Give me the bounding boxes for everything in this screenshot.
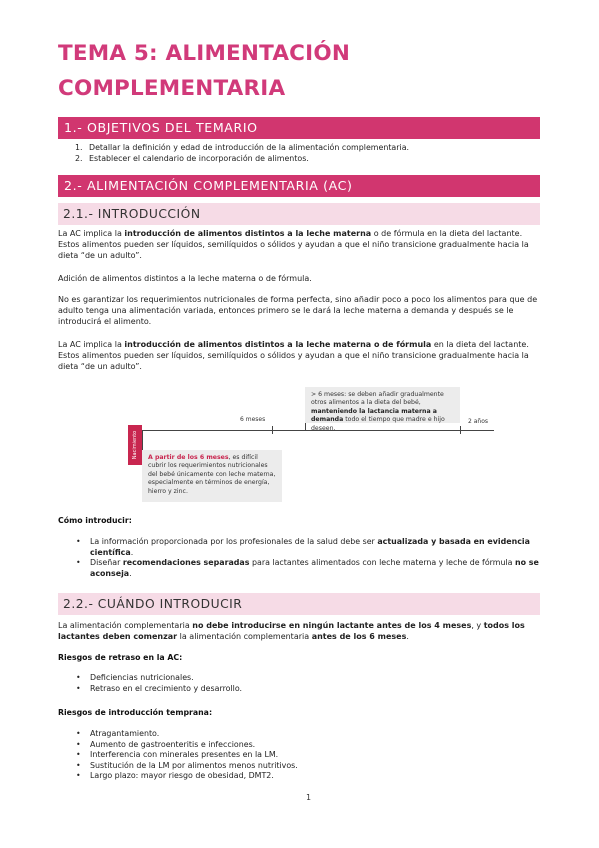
section-heading-objetivos: 1.- OBJETIVOS DEL TEMARIO: [58, 117, 540, 139]
subsection-heading-cuando: 2.2.- CUÁNDO INTRODUCIR: [58, 593, 540, 615]
list-item: • Atragantamiento.: [74, 729, 544, 740]
timeline-start-marker: Nacimiento: [128, 425, 142, 465]
objectives-list: [75, 143, 535, 164]
timeline-tick: [272, 426, 273, 434]
timeline-label-6-months: 6 meses: [240, 416, 266, 423]
early-risks-list: [74, 729, 544, 782]
list-item: • Diseñar recomendaciones separadas para lactantes alimentados con leche materna y leche de fórmula no se aconseja.: [74, 558, 544, 579]
timeline-note-after-6-months: > 6 meses: se deben añadir gradualmente otros alimentos a la dieta del bebé, manteniendo la lactancia materna a demanda todo el tiempo que madre e hijo deseen.: [305, 387, 460, 423]
list-item: 1. Detallar la definición y edad de introducción de la alimentación complementaria.: [75, 143, 410, 152]
title-line-2: COMPLEMENTARIA: [58, 76, 286, 101]
timeline-connector: [142, 430, 143, 452]
list-item: • Interferencia con minerales presentes en la LM.: [74, 750, 544, 761]
early-risks-label: Riesgos de introducción temprana:: [58, 708, 213, 717]
list-item: • Retraso en el crecimiento y desarrollo.: [74, 684, 544, 695]
timeline-label-2-years: 2 años: [468, 418, 489, 425]
paragraph: No es garantizar los requerimientos nutricionales de forma perfecta, sino añadir poco a poco los alimentos para que de adulto tenga una alimentación variada, entonces primero se le dará la leche materna a demanda y después se le introducirá el alimento.: [58, 295, 538, 326]
document-title: [58, 36, 538, 106]
timeline-note-from-6-months: A partir de los 6 meses, es difícil cubrir los requerimientos nutricionales del bebé únicamente con leche materna, especialmente en términos de energía, hierro y zinc.: [142, 450, 282, 502]
delay-risks-label: Riesgos de retraso en la AC:: [58, 653, 183, 662]
list-item: 2. Establecer el calendario de incorporación de alimentos.: [75, 153, 309, 163]
how-to-introduce-list: [74, 537, 544, 579]
subsection-heading-introduccion: 2.1.- INTRODUCCIÓN: [58, 203, 540, 225]
list-item: • La información proporcionada por los profesionales de la salud debe ser actualizada y basada en evidencia científica.: [74, 537, 544, 558]
page-number: 1: [306, 793, 312, 802]
timeline-tick: [460, 426, 461, 434]
title-line-1: TEMA 5: ALIMENTACIÓN: [58, 41, 351, 66]
paragraph: La alimentación complementaria no debe introducirse en ningún lactante antes de los 4 meses, y todos los lactantes deben comenzar la alimentación complementaria antes de los 6 meses.: [58, 621, 525, 641]
section-heading-ac: 2.- ALIMENTACIÓN COMPLEMENTARIA (AC): [58, 175, 540, 197]
list-item: • Largo plazo: mayor riesgo de obesidad, DMT2.: [74, 771, 544, 782]
paragraph: Adición de alimentos distintos a la leche materna o de fórmula.: [58, 274, 312, 283]
list-item: • Sustitución de la LM por alimentos menos nutritivos.: [74, 761, 544, 772]
paragraph: La AC implica la introducción de alimentos distintos a la leche materna o de fórmula en la dieta del lactante. Estos alimentos pueden ser líquidos, semilíquidos o sólidos y ayudan a que el niño transicione gradualmente hacia la dieta “de un adulto”.: [58, 340, 529, 371]
delay-risks-list: [74, 673, 544, 694]
how-to-introduce-label: Cómo introducir:: [58, 516, 132, 525]
list-item: • Aumento de gastroenteritis e infecciones.: [74, 740, 544, 751]
paragraph: La AC implica la introducción de alimentos distintos a la leche materna o de fórmula en la dieta del lactante. Estos alimentos pueden ser líquidos, semilíquidos o sólidos y ayudan a que el niño transicione gradualmente hacia la dieta “de un adulto”.: [58, 229, 529, 260]
list-item: • Deficiencias nutricionales.: [74, 673, 544, 684]
